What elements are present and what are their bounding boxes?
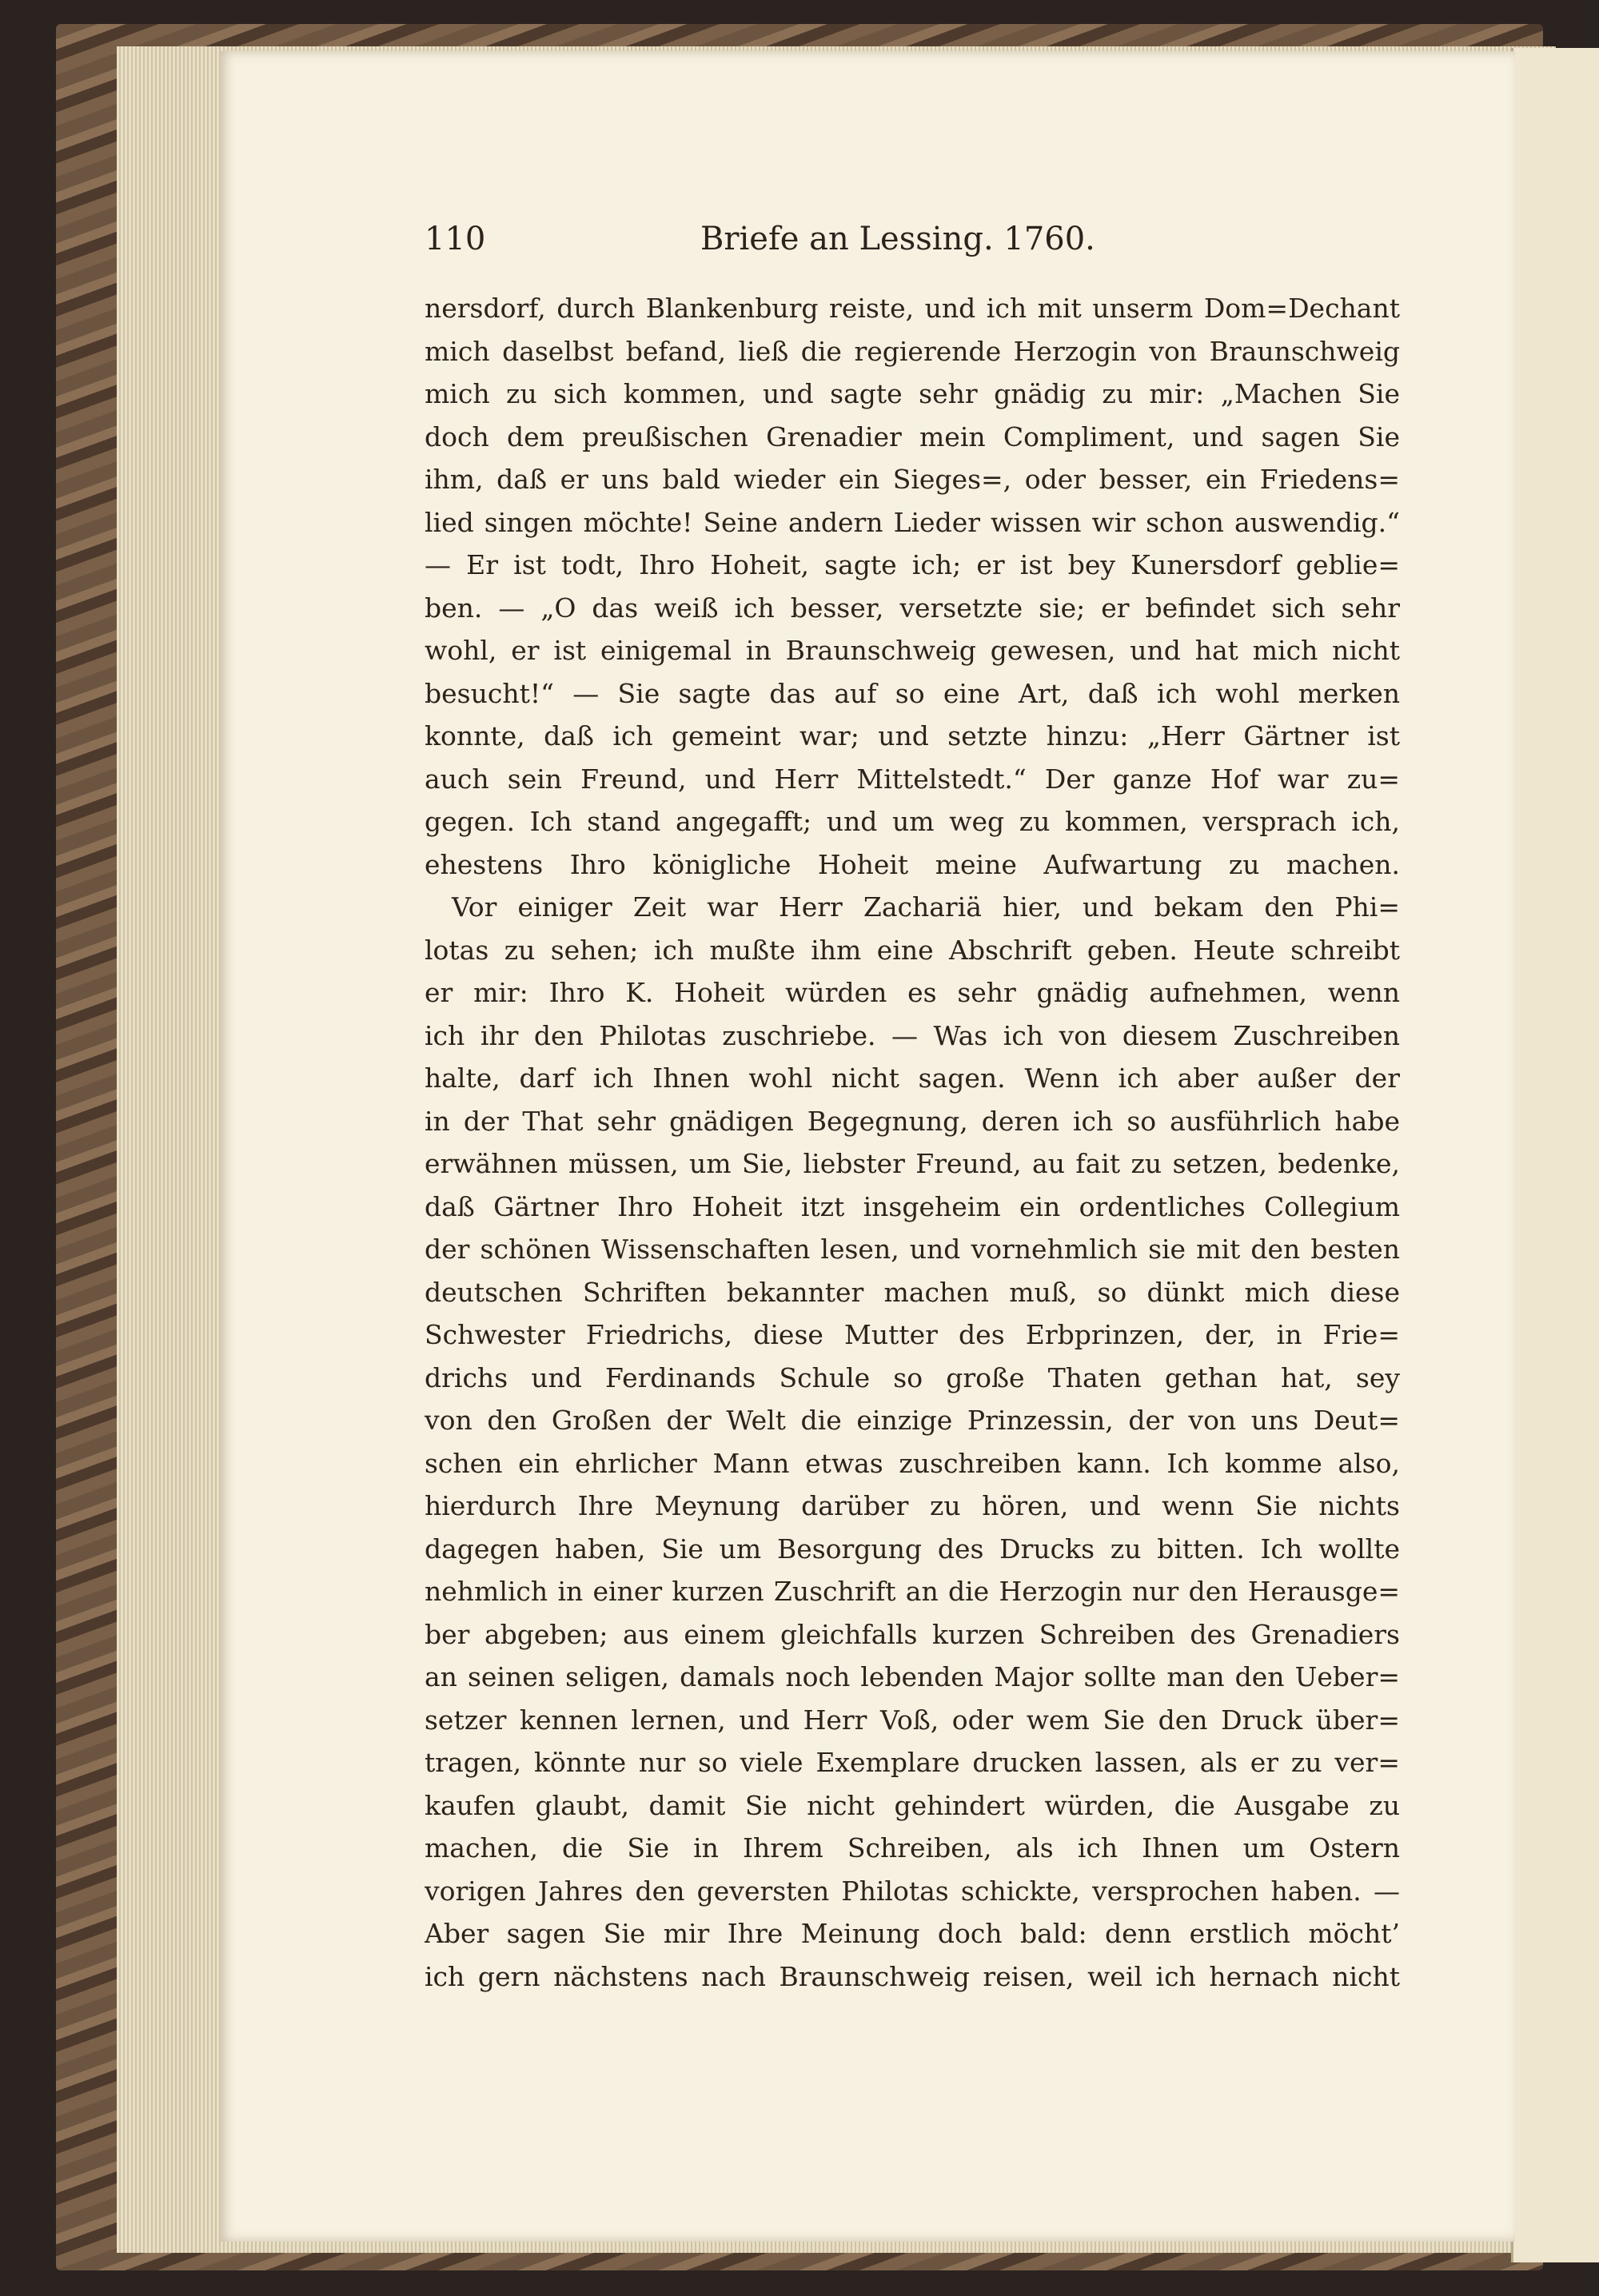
- facing-page-edge: [1511, 48, 1599, 2262]
- text-line: ehestens Ihro königliche Hoheit meine Aufwartung zu machen.: [425, 848, 1400, 880]
- text-line: erwähnen müssen, um Sie, liebster Freund, au fait zu setzen, bedenke,: [425, 1148, 1400, 1179]
- text-line: — Er ist todt, Ihro Hoheit, sagte ich; er ist bey Kunersdorf geblie=: [425, 549, 1400, 580]
- text-line: dagegen haben, Sie um Besorgung des Drucks zu bitten. Ich wollte: [425, 1533, 1400, 1565]
- text-line: daß Gärtner Ihro Hoheit itzt insgeheim ein ordentliches Collegium: [425, 1190, 1400, 1222]
- text-line: gegen. Ich stand angegafft; und um weg zu kommen, versprach ich,: [425, 806, 1400, 837]
- text-line: kaufen glaubt, damit Sie nicht gehindert würden, die Ausgabe zu: [425, 1789, 1400, 1821]
- text-line: nersdorf, durch Blankenburg reiste, und ich mit unserm Dom=Dechant: [425, 293, 1400, 324]
- text-line: von den Großen der Welt die einzige Prinzessin, der von uns Deut=: [425, 1405, 1400, 1436]
- text-line: ber abgeben; aus einem gleichfalls kurzen Schreiben des Grenadiers: [425, 1618, 1400, 1650]
- text-line: ben. — „O das weiß ich besser, versetzte sie; er befindet sich sehr: [425, 592, 1400, 624]
- text-line: konnte, daß ich gemeint war; und setzte hinzu: „Herr Gärtner ist: [425, 720, 1400, 751]
- text-line: setzer kennen lernen, und Herr Voß, oder wem Sie den Druck über=: [425, 1704, 1400, 1736]
- text-line: Aber sagen Sie mir Ihre Meinung doch bald: denn erstlich möcht’: [425, 1918, 1400, 1949]
- page-body-text: [425, 287, 1400, 1998]
- text-line: Vor einiger Zeit war Herr Zachariä hier, und bekam den Phi=: [452, 891, 1400, 923]
- text-line: tragen, könnte nur so viele Exemplare drucken lassen, als er zu ver=: [425, 1747, 1400, 1778]
- text-line: an seinen seligen, damals noch lebenden Major sollte man den Ueber=: [425, 1661, 1400, 1692]
- text-line: besucht!“ — Sie sagte das auf so eine Art, daß ich wohl merken: [425, 677, 1400, 709]
- text-line: schen ein ehrlicher Mann etwas zuschreiben kann. Ich komme also,: [425, 1447, 1400, 1479]
- book-page: [220, 51, 1515, 2242]
- text-line: mich daselbst befand, ließ die regierende Herzogin von Braunschweig: [425, 335, 1400, 367]
- text-line: ihm, daß er uns bald wieder ein Sieges=, oder besser, ein Friedens=: [425, 464, 1400, 495]
- text-line: hierdurch Ihre Meynung darüber zu hören, und wenn Sie nichts: [425, 1490, 1400, 1521]
- text-line: ich gern nächstens nach Braunschweig reisen, weil ich hernach nicht: [425, 1960, 1400, 1992]
- text-line: lied singen möchte! Seine andern Lieder wissen wir schon auswendig.“: [425, 506, 1400, 538]
- text-line: wohl, er ist einigemal in Braunschweig gewesen, und hat mich nicht: [425, 635, 1400, 666]
- text-line: machen, die Sie in Ihrem Schreiben, als ich Ihnen um Ostern: [425, 1832, 1400, 1864]
- text-line: drichs und Ferdinands Schule so große Thaten gethan hat, sey: [425, 1361, 1400, 1393]
- text-line: mich zu sich kommen, und sagte sehr gnädig zu mir: „Machen Sie: [425, 378, 1400, 409]
- text-line: in der That sehr gnädigen Begegnung, deren ich so ausführlich habe: [425, 1105, 1400, 1137]
- text-line: Schwester Friedrichs, diese Mutter des Erbprinzen, der, in Frie=: [425, 1319, 1400, 1350]
- text-line: halte, darf ich Ihnen wohl nicht sagen. Wenn ich aber außer der: [425, 1062, 1400, 1094]
- text-line: doch dem preußischen Grenadier mein Compliment, und sagen Sie: [425, 421, 1400, 452]
- text-line: er mir: Ihro K. Hoheit würden es sehr gnädig aufnehmen, wenn: [425, 977, 1400, 1008]
- text-line: der schönen Wissenschaften lesen, und vornehmlich sie mit den besten: [425, 1234, 1400, 1265]
- running-title: Briefe an Lessing. 1760.: [700, 221, 1095, 257]
- text-line: nehmlich in einer kurzen Zuschrift an die Herzogin nur den Herausge=: [425, 1576, 1400, 1607]
- text-line: auch sein Freund, und Herr Mittelstedt.“ Der ganze Hof war zu=: [425, 763, 1400, 795]
- text-line: lotas zu sehen; ich mußte ihm eine Abschrift geben. Heute schreibt: [425, 934, 1400, 966]
- page-number: 110: [425, 221, 486, 257]
- page-header: [425, 221, 1400, 269]
- text-line: vorigen Jahres den geversten Philotas schickte, versprochen haben. —: [425, 1875, 1400, 1907]
- text-line: ich ihr den Philotas zuschriebe. — Was ich von diesem Zuschreiben: [425, 1019, 1400, 1051]
- text-line: deutschen Schriften bekannter machen muß, so dünkt mich diese: [425, 1276, 1400, 1308]
